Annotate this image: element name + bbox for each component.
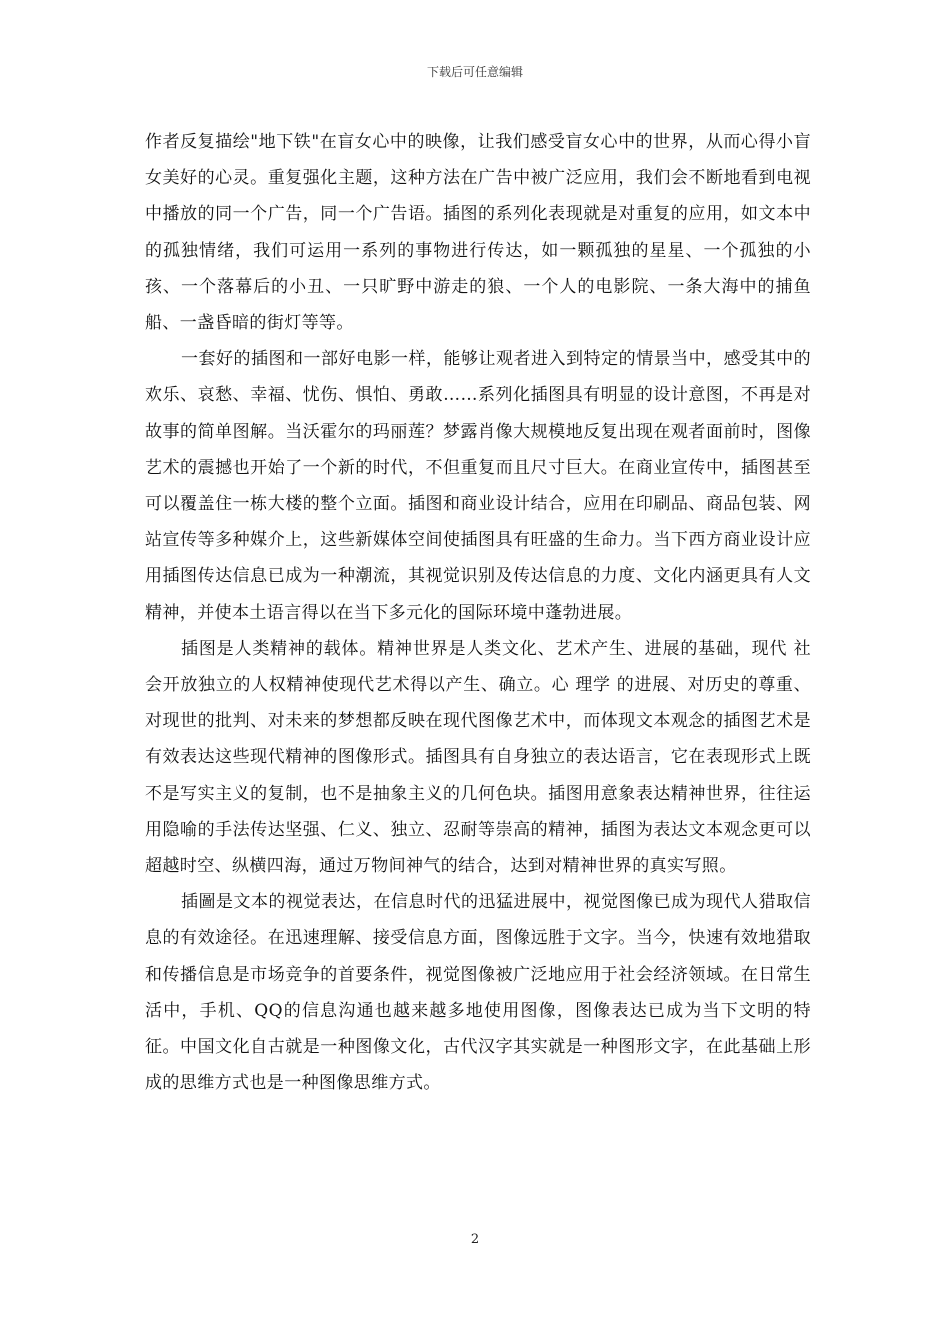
paragraph-4: 插圖是文本的视觉表达，在信息时代的迅猛进展中，视觉图像已成为现代人猎取信息的有效途径。在迅速理解、接受信息方面，图像远胜于文字。当今，快速有效地猎取和传播信息是市场竞争的首要条件，视觉图像被广泛地应用于社会经济领域。在日常生活中，手机、QQ的信息沟通也越来越多地使用图像，图像表达已成为当下文明的特征。中国文化自古就是一种图像文化，古代汉字其实就是一种图形文字，在此基础上形成的思维方式也是一种图像思维方式。	[145, 892, 811, 1094]
page-header: 下载后可任意编辑	[426, 65, 523, 79]
document-body	[145, 124, 811, 1101]
paragraph-2: 一套好的插图和一部好电影一样，能够让观者进入到特定的情景当中，感受其中的欢乐、哀愁、幸福、忧伤、惧怕、勇敢……系列化插图具有明显的设计意图，不再是对故事的简单图解。当沃霍尔的玛丽莲？梦露肖像大规模地反复出现在观者面前时，图像艺术的震撼也开始了一个新的时代，不但重复而且尺寸巨大。在商业宣传中，插图甚至可以覆盖住一栋大楼的整个立面。插图和商业设计结合，应用在印刷品、商品包装、网站宣传等多种媒介上，这些新媒体空间使插图具有旺盛的生命力。当下西方商业设计应用插图传达信息已成为一种潮流，其视觉识别及传达信息的力度、文化内涵更具有人文精神，并使本土语言得以在当下多元化的国际环境中蓬勃进展。	[145, 349, 811, 623]
page-number: 2	[470, 1232, 480, 1247]
paragraph-3: 插图是人类精神的载体。精神世界是人类文化、艺术产生、进展的基础，现代 社会开放独立的人权精神使现代艺术得以产生、确立。心 理学 的进展、对历史的尊重、对现世的批判、对未来的梦想都反映在现代图像艺术中，而体现文本观念的插图艺术是有效表达这些现代精神的图像形式。插图具有自身独立的表达语言，它在表现形式上既不是写实主义的复制，也不是抽象主义的几何色块。插图用意象表达精神世界，往往运用隐喻的手法传达坚强、仁义、独立、忍耐等崇高的精神，插图为表达文本观念更可以超越时空、纵横四海，通过万物间神气的结合，达到对精神世界的真实写照。	[145, 638, 811, 877]
paragraph-1: 作者反复描绘"地下铁"在盲女心中的映像，让我们感受盲女心中的世界，从而心得小盲女美好的心灵。重复强化主题，这种方法在广告中被广泛应用，我们会不断地看到电视中播放的同一个广告，同一个广告语。插图的系列化表现就是对重复的应用，如文本中的孤独情绪，我们可运用一系列的事物进行传达，如一颗孤独的星星、一个孤独的小孩、一个落幕后的小丑、一只旷野中游走的狼、一个人的电影院、一条大海中的捕鱼船、一盏昏暗的街灯等等。	[145, 132, 811, 334]
